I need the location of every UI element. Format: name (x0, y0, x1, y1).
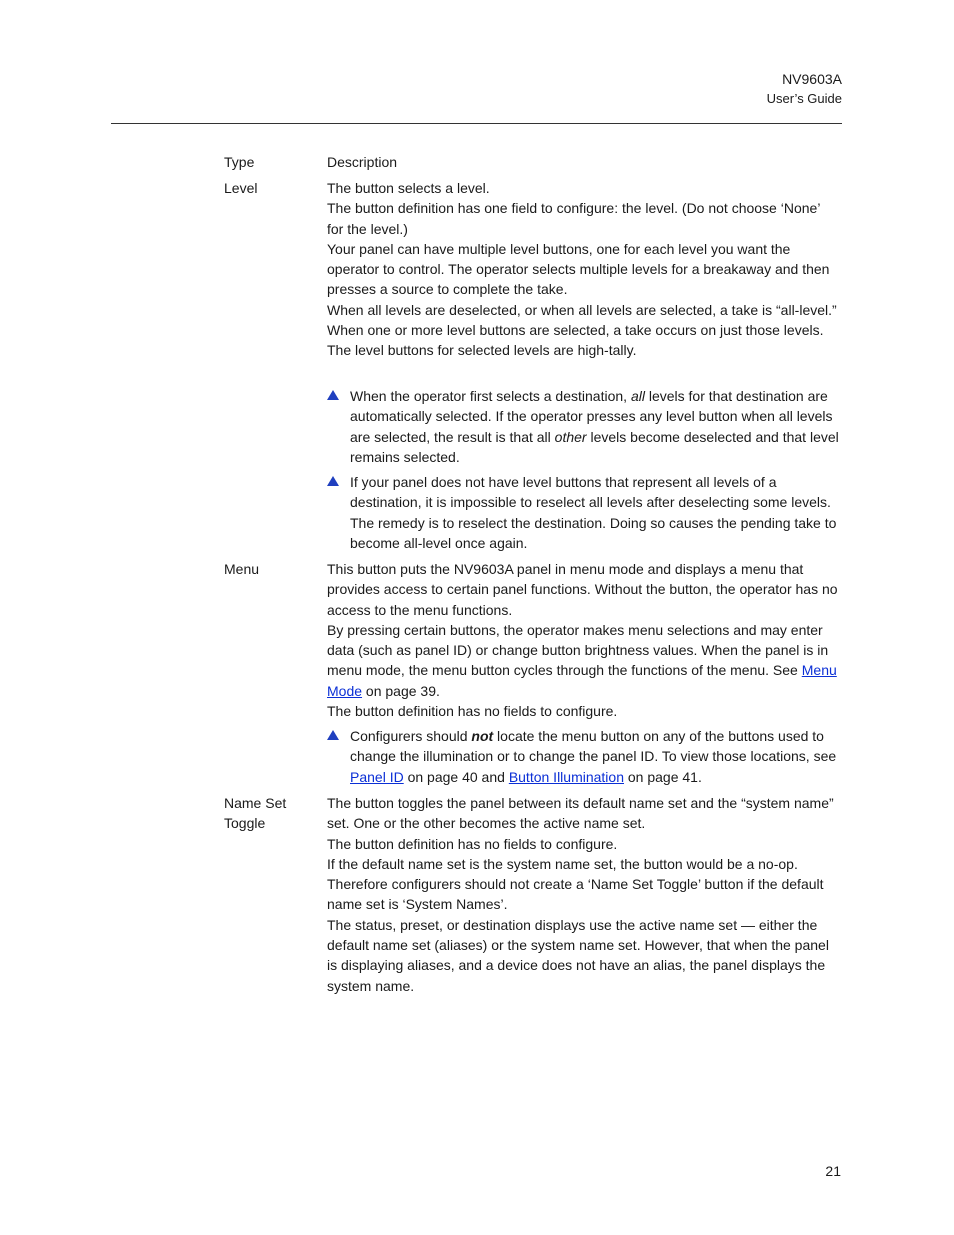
level-para-5: The level buttons for selected levels are high-tally. (327, 342, 637, 359)
header-subtitle: User’s Guide (766, 91, 842, 106)
nameset-para-4: The status, preset, or destination displays use the active name set — either the default name set (aliases) or the system name set. However, that when the panel is displaying aliases, and a device does not have an alias, the panel displays the system name. (327, 916, 829, 994)
row-type-level: Level (224, 180, 258, 196)
menu-mode-link[interactable]: Menu Mode (327, 662, 837, 699)
menu-note-1: Configurers should not locate the menu button on any of the buttons used to change the illumination or to change the panel ID. To view those locations, see Panel ID on page 40 and Button Illumination on page 41. (327, 726, 839, 787)
level-para-1: The button selects a level. (327, 180, 490, 196)
row-desc-level (327, 178, 839, 361)
nameset-para-3: If the default name set is the system name set, the button would be a no-op. Therefore configurers should not create a ‘Name Set Toggle’ button if the default name set is ‘System Names’. (327, 855, 824, 913)
warning-triangle-icon (327, 730, 339, 740)
row-desc-menu (327, 559, 839, 721)
level-note-1: When the operator first selects a destination, all levels for that destination are automatically selected. If the operator presses any level button when all levels are selected, the result is that all other levels become deselected and that level remains selected. (327, 386, 839, 467)
panel-id-link[interactable]: Panel ID (350, 768, 404, 785)
row-desc-name-set-toggle (327, 793, 839, 996)
page-number: 21 (825, 1163, 841, 1179)
warning-triangle-icon (327, 476, 339, 486)
level-para-2: The button definition has one field to configure: the level. (Do not choose ‘None’ for the level.) (327, 200, 820, 237)
level-para-4: When all levels are deselected, or when all levels are selected, a take is “all-level.” When one or more level buttons are selected, a take occurs on just those levels. (327, 301, 837, 339)
level-para-3: Your panel can have multiple level buttons, one for each level you want the operator to control. The operator selects multiple levels for a breakaway and then presses a source to complete the take. (327, 240, 830, 298)
menu-para-1: This button puts the NV9603A panel in menu mode and displays a menu that provides access to certain panel functions. Without the button, the operator has no access to the menu functions. (327, 561, 838, 618)
header-title: NV9603A (782, 71, 842, 87)
menu-para-2: By pressing certain buttons, the operator makes menu selections and may enter data (such as panel ID) or change button brightness values. When the panel is in menu mode, the menu button cycles through the functions of the menu. See Menu Mode on page 39. (327, 621, 837, 699)
column-header-description: Description (327, 154, 398, 170)
row-type-name-set-toggle: Name Set Toggle (224, 795, 287, 832)
level-note-2: If your panel does not have level buttons that represent all levels of a destination, it is impossible to reselect all levels after deselecting some levels. The remedy is to reselect the destination. Doing so causes the pending take to become all-level once again. (327, 472, 839, 553)
column-header-type: Type (224, 154, 255, 170)
button-illumination-link[interactable]: Button Illumination (508, 768, 624, 785)
nameset-para-1: The button toggles the panel between its default name set and the “system name” set. One or the other becomes the active name set. (327, 795, 834, 832)
warning-triangle-icon (327, 390, 339, 400)
nameset-para-2: The button definition has no fields to configure. (327, 835, 618, 852)
row-type-menu: Menu (224, 561, 260, 577)
menu-para-3: The button definition has no fields to configure. (327, 703, 618, 720)
header-rule (111, 123, 842, 124)
